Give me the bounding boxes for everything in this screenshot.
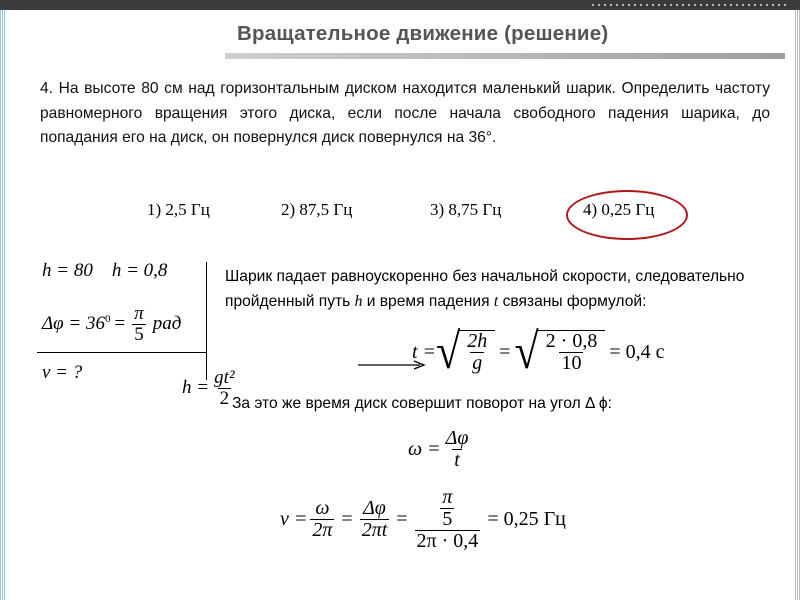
right-decoration — [795, 10, 800, 600]
formula-t-lhs: t = — [412, 340, 437, 363]
formula-t-fraction-2 — [544, 331, 600, 374]
formula-t-den: g — [472, 352, 483, 374]
formula-t-num-2: 2 · 0,8 — [545, 330, 598, 352]
given-angle-den: 5 — [134, 323, 144, 345]
given-vertical-line — [206, 262, 207, 380]
formula-omega-lhs: ω = — [408, 438, 441, 460]
formula-nu-f3-num-num: π — [442, 486, 453, 508]
given-angle-degree: 0 — [104, 313, 111, 326]
given-height-m: h = 0,8 — [111, 260, 168, 281]
formula-t-eq: = — [499, 340, 511, 363]
explanation-var-h: h — [354, 292, 363, 310]
explanation-text-2: и время падения — [362, 292, 494, 310]
title-rule — [225, 53, 785, 59]
formula-height — [182, 368, 240, 409]
formula-omega — [408, 428, 473, 471]
sqrt-1-body — [459, 330, 495, 374]
formula-time — [412, 323, 665, 380]
formula-nu-eq-1: = — [341, 508, 353, 530]
formula-nu-fraction-1 — [310, 498, 334, 541]
left-decoration — [0, 10, 6, 600]
formula-nu-fraction-2 — [360, 498, 390, 541]
slide-title: Вращательное движение (решение) — [237, 22, 609, 45]
sqrt-2 — [514, 323, 606, 380]
formula-h-num: gt² — [214, 367, 235, 388]
formula-nu-f2-num: Δφ — [363, 497, 386, 519]
selected-answer-circle — [566, 190, 688, 240]
formula-nu-result: = 0,25 Гц — [487, 508, 566, 530]
problem-statement: 4. На высоте 80 см над горизонтальным диском находится маленький шарик. Определить частоту равномерного вращения этого диска, если после начала свободного падения шарика, до попадания его на диск, он повернулся диск повернулся на 36°. — [40, 80, 770, 146]
formula-nu-lhs: ν = — [280, 508, 308, 530]
answer-option-4[interactable]: 4) 0,25 Гц — [583, 200, 655, 219]
formula-h-lhs: h = — [182, 377, 210, 399]
formula-t-result: = 0,4 с — [609, 340, 665, 363]
given-angle-fraction — [132, 304, 146, 345]
sqrt-2-body — [538, 330, 606, 374]
answer-option-2[interactable]: 2) 87,5 Гц — [281, 200, 353, 219]
given-height — [42, 260, 167, 282]
formula-nu-eq-2: = — [396, 508, 408, 530]
given-angle — [42, 304, 181, 345]
formula-nu-f3-num-den: 5 — [442, 508, 453, 530]
formula-t-num: 2h — [467, 330, 488, 352]
explanation-rotation: За это же время диск совершит поворот на угол Δ ϕ: — [232, 395, 612, 412]
formula-t-fraction — [465, 331, 489, 374]
given-separator-line — [37, 352, 207, 353]
given-angle-unit: рад — [152, 313, 182, 335]
radical-icon: √ — [436, 323, 461, 380]
formula-h-den: 2 — [219, 387, 230, 409]
formula-nu-fraction-3 — [415, 487, 481, 552]
formula-nu-f1-den: 2π — [312, 519, 333, 541]
given-angle-eq: = — [114, 313, 126, 335]
formula-frequency — [280, 487, 566, 552]
formula-nu-f3-num — [435, 487, 459, 530]
explanation-text-1: Шарик падает равноускоренно без начальной скорости, следовательно пройденный путь — [225, 268, 745, 310]
explanation-text-3: связаны формулой: — [498, 292, 647, 310]
formula-t-den-2: 10 — [561, 352, 582, 374]
formula-nu-f2-den: 2πt — [361, 519, 388, 541]
top-strip-dots — [590, 3, 790, 7]
formula-nu-f3-den: 2π · 0,4 — [416, 530, 479, 552]
formula-omega-den: t — [454, 449, 460, 471]
radical-icon: √ — [514, 323, 539, 380]
explanation-paragraph — [225, 265, 770, 314]
given-angle-num: π — [134, 303, 144, 324]
formula-omega-num: Δφ — [445, 427, 469, 449]
formula-omega-fraction — [444, 428, 471, 471]
top-strip — [0, 0, 800, 10]
given-height-cm: h = 80 — [42, 260, 93, 281]
sqrt-1 — [436, 323, 495, 380]
formula-nu-f1-num: ω — [315, 497, 330, 519]
unknown-frequency: ν = ? — [42, 362, 83, 383]
formula-nu-f3-inner-fraction — [440, 487, 454, 530]
given-angle-lhs: Δφ = 36 — [42, 313, 105, 335]
explanation-var-t: t — [493, 292, 499, 310]
answer-option-3[interactable]: 3) 8,75 Гц — [430, 200, 502, 219]
answer-option-1[interactable]: 1) 2,5 Гц — [147, 200, 210, 219]
